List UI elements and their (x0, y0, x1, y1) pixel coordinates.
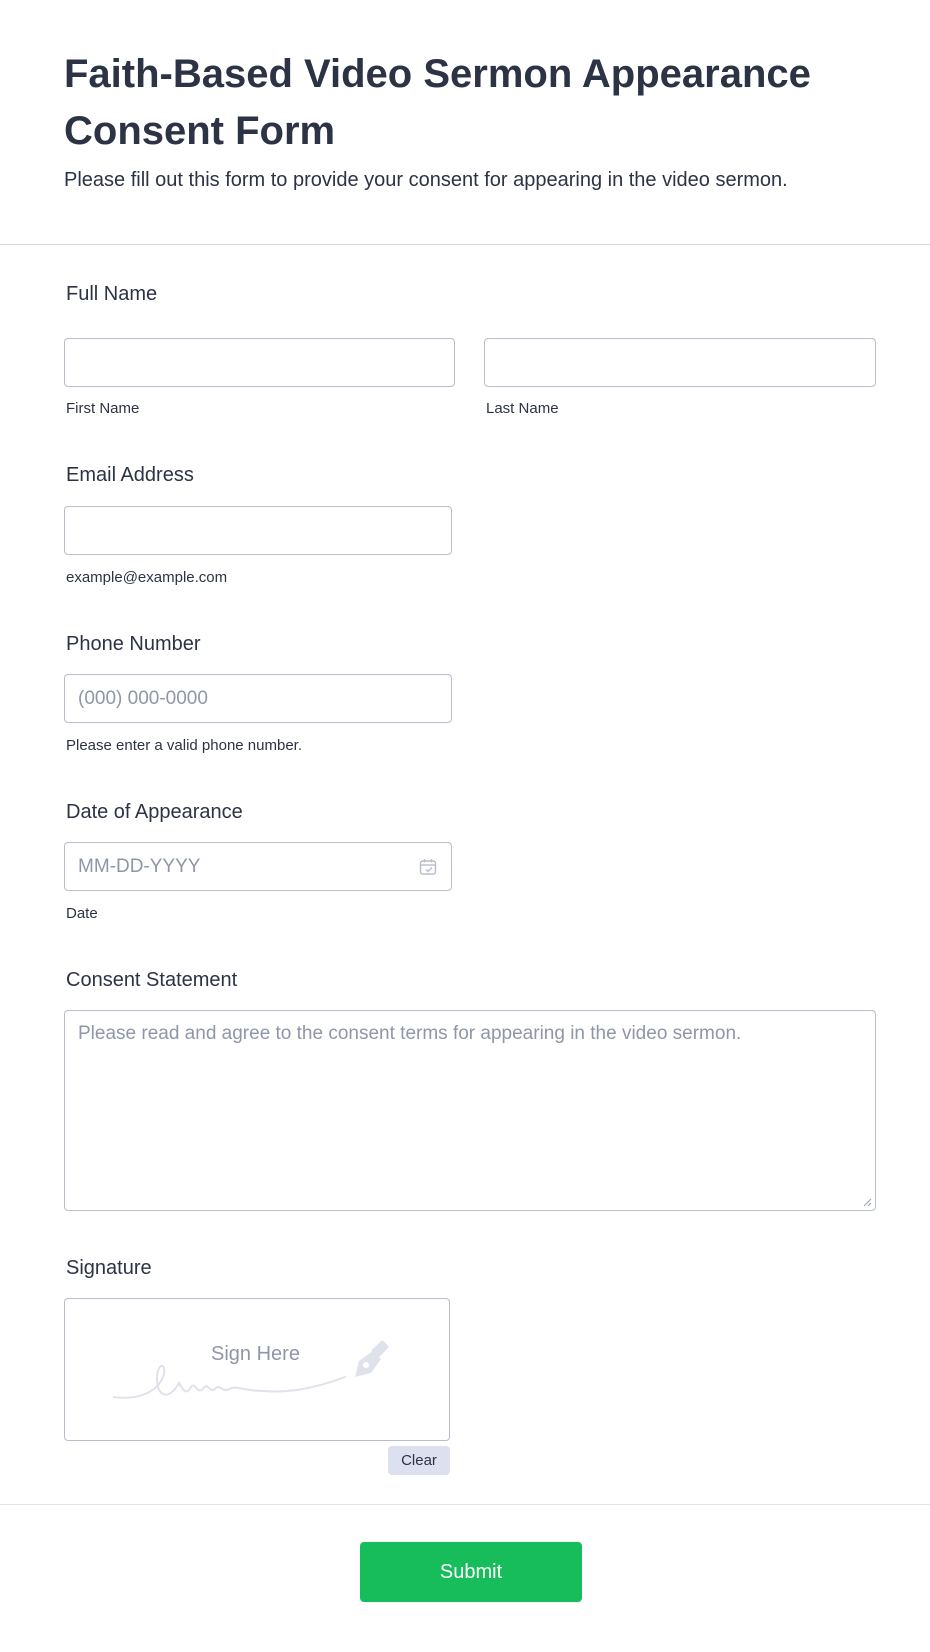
email-sublabel: example@example.com (66, 569, 228, 586)
submit-button[interactable]: Submit (360, 1542, 582, 1602)
footer-divider (0, 1504, 930, 1505)
signature-label: Signature (66, 1257, 152, 1279)
date-sublabel: Date (66, 905, 98, 922)
signature-pad[interactable] (64, 1298, 450, 1441)
phone-sublabel: Please enter a valid phone number. (66, 737, 302, 754)
full-name-label: Full Name (66, 283, 158, 305)
date-input[interactable] (64, 842, 452, 891)
consent-label: Consent Statement (66, 969, 238, 991)
pen-nib-icon (349, 1339, 393, 1383)
sign-here-prompt: Sign Here (211, 1343, 300, 1365)
phone-label: Phone Number (66, 633, 201, 655)
first-name-sublabel: First Name (66, 400, 140, 417)
phone-input[interactable] (64, 674, 452, 723)
form-subtitle: Please fill out this form to provide your consent for appearing in the video sermon. (64, 169, 788, 191)
date-placeholder: MM-DD-YYYY (78, 856, 201, 877)
form-header (0, 0, 930, 245)
date-label: Date of Appearance (66, 801, 243, 823)
last-name-sublabel: Last Name (486, 400, 559, 417)
calendar-icon[interactable] (419, 858, 437, 876)
consent-placeholder: Please read and agree to the consent terms for appearing in the video sermon. (78, 1023, 742, 1044)
email-label: Email Address (66, 464, 194, 486)
consent-textarea[interactable] (64, 1010, 876, 1211)
phone-placeholder: (000) 000-0000 (78, 688, 208, 709)
form-title: Faith-Based Video Sermon Appearance Consent Form (64, 52, 811, 153)
last-name-input[interactable] (484, 338, 876, 387)
email-input[interactable] (64, 506, 452, 555)
resize-handle-icon[interactable] (862, 1197, 872, 1207)
clear-signature-button[interactable]: Clear (388, 1446, 450, 1475)
first-name-input[interactable] (64, 338, 455, 387)
